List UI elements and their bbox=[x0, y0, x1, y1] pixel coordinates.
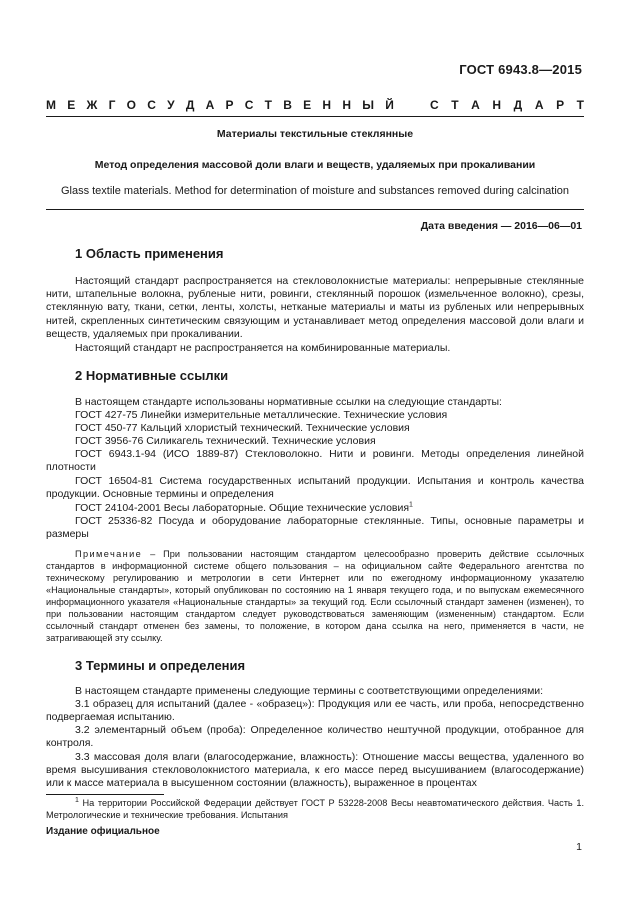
term-3-1: 3.1 образец для испытаний (далее - «образец»): Продукция или ее часть, или проба, непосредственно подвергаемая испытанию. bbox=[46, 698, 584, 724]
category-letter: А bbox=[205, 98, 215, 112]
reference-item: ГОСТ 427-75 Линейки измерительные металлические. Технические условия bbox=[75, 409, 448, 421]
category-letter: В bbox=[283, 98, 292, 112]
note-text: – При пользовании настоящим стандартом целесообразно проверить действие ссылочных стандартов в информационной системе общего пользования – на официальном сайте Федерального агентства по техническому регулированию и метрологии в сети Интернет или по ежегодному информационному указателю «Национальные стандарты», который опубликован по состоянию на 1 января текущего года, и по выпускам ежемесячного информационного указателя «Национальные стандарты» за текущий год. Если ссылочный стандарт заменен (изменен), то при пользовании настоящим стандартом следует руководствоваться заменяющим (измененным) стандартом. Если ссылочный стандарт отменен без замены, то положение, в котором дана ссылка на него, применяется в части, не затрагивающей эту ссылку. bbox=[46, 549, 584, 643]
footnote-rule bbox=[46, 794, 164, 795]
official-edition-label: Издание официальное bbox=[46, 826, 160, 837]
footnote-text: На территории Российской Федерации действует ГОСТ Р 53228-2008 Весы неавтоматического действия. Часть 1. Метрологические и технические требования. Испытания bbox=[46, 798, 584, 820]
section-2-intro: В настоящем стандарте использованы нормативные ссылки на следующие стандарты: bbox=[75, 396, 502, 408]
term-3-2: 3.2 элементарный объем (проба): Определенное количество нештучной продукции, отобранное для контроля. bbox=[46, 724, 584, 750]
footnote bbox=[46, 797, 584, 821]
section-1-heading: 1 Область применения bbox=[75, 246, 224, 261]
title-en: Glass textile materials. Method for determination of moisture and substances removed during calcination bbox=[60, 185, 570, 197]
title-ru-main: Материалы текстильные стеклянные bbox=[216, 128, 414, 140]
category-letter: О bbox=[126, 98, 136, 112]
reference-item: ГОСТ 25336-82 Посуда и оборудование лабораторные стеклянные. Типы, основные параметры и размеры bbox=[46, 515, 584, 541]
category-letter: С bbox=[244, 98, 254, 112]
section-3-intro: В настоящем стандарте применены следующие термины с соответствующими определениями: bbox=[75, 685, 544, 697]
category-letter: Р bbox=[556, 98, 565, 112]
section-1-paragraph-1: Настоящий стандарт распространяется на стекловолокнистые материалы: непрерывные стеклянные нити, штапельные волокна, рубленые нити, ровинги, стеклянный порошок (измельченное волокно), срезы, стеклянную вату, ткани, сетки, ленты, холсты, нетканые материалы и маты из рубленых или непрерывных нитей, скрепленных синтетическим связующим и устанавливает метод определения массовой доли влаги и веществ, удаляемых при прокаливании. bbox=[46, 275, 584, 340]
category-letter: М bbox=[46, 98, 56, 112]
standard-category bbox=[46, 98, 584, 112]
category-letter: Ж bbox=[86, 98, 98, 112]
reference-item: ГОСТ 16504-81 Система государственных испытаний продукции. Испытания и контроль качества продукции. Основные термины и определения bbox=[46, 475, 584, 501]
reference-item: ГОСТ 450-77 Кальций хлористый технический. Технические условия bbox=[75, 422, 410, 434]
section-2-heading: 2 Нормативные ссылки bbox=[75, 368, 229, 383]
effective-date: Дата введения — 2016—06—01 bbox=[420, 220, 582, 232]
category-letter: С bbox=[147, 98, 156, 112]
category-letter: Е bbox=[67, 98, 76, 112]
category-letter: А bbox=[534, 98, 544, 112]
category-letter: Т bbox=[451, 98, 459, 112]
category-letter: Т bbox=[264, 98, 273, 112]
category-letter: Р bbox=[225, 98, 234, 112]
category-letter: Г bbox=[108, 98, 116, 112]
category-letter: Т bbox=[576, 98, 584, 112]
note-lead: Примечание bbox=[75, 549, 143, 559]
category-letter: Н bbox=[322, 98, 332, 112]
category-letter: Й bbox=[385, 98, 394, 112]
reference-item-with-footnote bbox=[46, 502, 584, 515]
note-block bbox=[46, 548, 584, 644]
footnote-number: 1 bbox=[75, 796, 79, 804]
category-letter: Н bbox=[492, 98, 502, 112]
title-ru-sub: Метод определения массовой доли влаги и веществ, удаляемых при прокаливании bbox=[94, 159, 536, 171]
category-letter: Д bbox=[185, 98, 195, 112]
header-rule bbox=[46, 116, 584, 117]
category-letter: Ы bbox=[362, 98, 374, 112]
reference-item: ГОСТ 6943.1-94 (ИСО 1889-87) Стекловолокно. Нити и ровинги. Методы определения линейной плотности bbox=[46, 448, 584, 474]
footnote-mark: 1 bbox=[409, 501, 413, 509]
category-letter: С bbox=[430, 98, 439, 112]
category-letter: Е bbox=[303, 98, 312, 112]
term-3-3: 3.3 массовая доля влаги (влагосодержание, влажность): Отношение массы вещества, удаленного во время высушивания стекловолокнистого материала, к его массе перед высушиванием (влагосодержание) или к массе материала в высушенном состоянии (влажность), выраженное в процентах bbox=[46, 751, 584, 790]
gost-number: ГОСТ 6943.8—2015 bbox=[459, 62, 582, 77]
category-letter: Н bbox=[342, 98, 351, 112]
category-word-interstate bbox=[46, 98, 394, 112]
title-rule bbox=[46, 209, 584, 210]
section-3-heading: 3 Термины и определения bbox=[75, 658, 246, 673]
reference-text: ГОСТ 24104-2001 Весы лабораторные. Общие технические условия bbox=[75, 502, 410, 514]
category-word-standard bbox=[430, 98, 584, 112]
category-letter: Д bbox=[513, 98, 523, 112]
page-number: 1 bbox=[576, 841, 582, 853]
category-letter: У bbox=[167, 98, 175, 112]
reference-item: ГОСТ 3956-76 Силикагель технический. Технические условия bbox=[75, 435, 376, 447]
category-letter: А bbox=[471, 98, 480, 112]
section-1-paragraph-2: Настоящий стандарт не распространяется на комбинированные материалы. bbox=[75, 342, 451, 354]
